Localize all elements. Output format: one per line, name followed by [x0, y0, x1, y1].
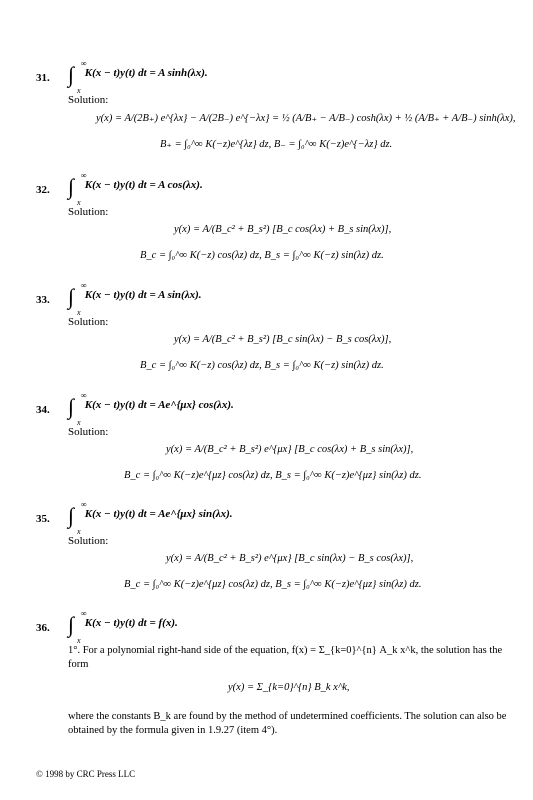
formula-line: y(x) = A/(B_c² + B_s²) e^{μx} [B_c sin(λx) − B_s cos(λx)], — [166, 553, 414, 564]
equation-heading: ∫ ∞ x K(x − t)y(t) dt = Ae^{μx} cos(λx). — [68, 391, 234, 427]
formula-line: y(x) = Σ_{k=0}^{n} B_k x^k, — [228, 682, 350, 693]
solution-label: Solution: — [68, 535, 109, 547]
formula-line: B_c = ∫₀^∞ K(−z)e^{μz} cos(λz) dz, B_s = ∫₀^∞ K(−z)e^{μz} sin(λz) dz. — [124, 470, 422, 481]
paragraph: 1°. For a polynomial right-hand side of the equation, f(x) = Σ_{k=0}^{n} A_k x^k, the solution has the form — [68, 645, 503, 670]
copyright-footer: © 1998 by CRC Press LLC — [36, 769, 136, 779]
solution-label: Solution: — [68, 206, 109, 218]
equation-heading: ∫ ∞ x K(x − t)y(t) dt = A cos(λx). — [68, 171, 203, 207]
formula-line: y(x) = A/(B_c² + B_s²) [B_c sin(λx) − B_s cos(λx)], — [174, 334, 392, 345]
formula-line: y(x) = A/(B_c² + B_s²) e^{μx} [B_c cos(λx) + B_s sin(λx)], — [166, 444, 414, 455]
paragraph: where the constants B_k are found by the method of undetermined coefficients. The solution can also be obtained by the formula given in 1.9.27 (item 4°). — [68, 711, 507, 736]
formula-line: B_c = ∫₀^∞ K(−z) cos(λz) dz, B_s = ∫₀^∞ K(−z) sin(λz) dz. — [140, 250, 384, 261]
formula-line: B_c = ∫₀^∞ K(−z) cos(λz) dz, B_s = ∫₀^∞ K(−z) sin(λz) dz. — [140, 360, 384, 371]
entry-number: 32. — [36, 184, 50, 196]
formula-line: y(x) = A/(2B₊) e^{λx} − A/(2B₋) e^{−λx} = ½ (A/B₊ − A/B₋) cosh(λx) + ½ (A/B₊ + A/B₋) sinh(λx), — [96, 113, 516, 124]
entry-number: 33. — [36, 294, 50, 306]
formula-line: B₊ = ∫₀^∞ K(−z)e^{λz} dz, B₋ = ∫₀^∞ K(−z)e^{−λz} dz. — [160, 139, 393, 150]
entry-number: 35. — [36, 513, 50, 525]
formula-line: y(x) = A/(B_c² + B_s²) [B_c cos(λx) + B_s sin(λx)], — [174, 224, 392, 235]
equation-heading: ∫ ∞ x K(x − t)y(t) dt = Ae^{μx} sin(λx). — [68, 500, 233, 536]
solution-label: Solution: — [68, 316, 109, 328]
equation-heading: ∫ ∞ x K(x − t)y(t) dt = A sin(λx). — [68, 281, 202, 317]
equation-heading: ∫ ∞ x K(x − t)y(t) dt = f(x). — [68, 609, 178, 645]
entry-number: 31. — [36, 72, 50, 84]
equation-heading: ∫ ∞ x K(x − t)y(t) dt = A sinh(λx). — [68, 59, 208, 95]
solution-label: Solution: — [68, 426, 109, 438]
solution-label: Solution: — [68, 94, 109, 106]
formula-line: B_c = ∫₀^∞ K(−z)e^{μz} cos(λz) dz, B_s = ∫₀^∞ K(−z)e^{μz} sin(λz) dz. — [124, 579, 422, 590]
entry-number: 34. — [36, 404, 50, 416]
entry-number: 36. — [36, 622, 50, 634]
